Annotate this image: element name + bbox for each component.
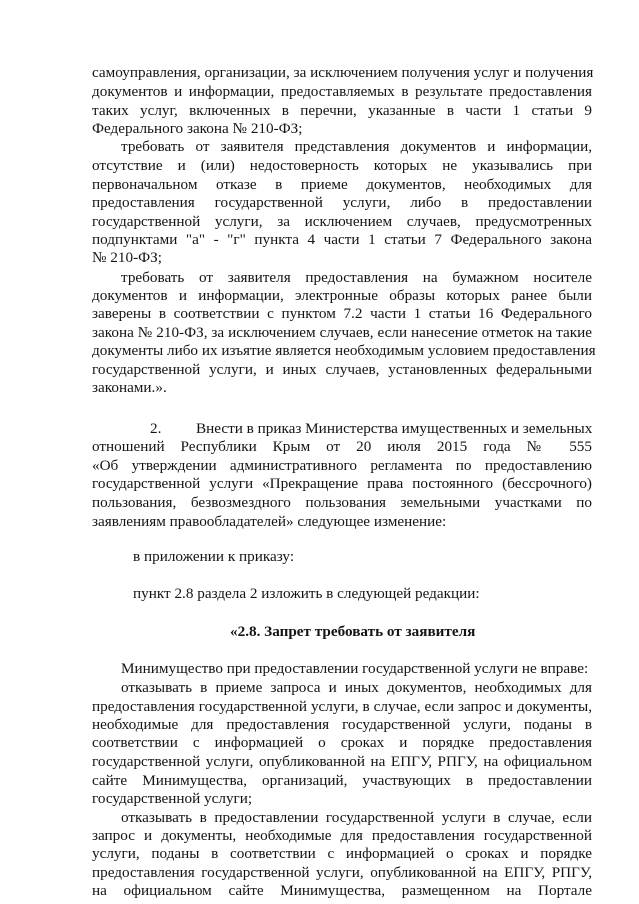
text-line: «Об утверждении административного регламента по предоставлению <box>92 456 592 474</box>
annex-line: в приложении к приказу: <box>133 548 295 566</box>
item-number: 2. <box>150 419 162 437</box>
text-line: государственной услуги, за исключением случаев, предусмотренных <box>92 212 592 230</box>
section-intro: Минимущество при предоставлении государственной услуги не вправе: <box>121 660 589 678</box>
text-line: требовать от заявителя предоставления на бумажном носителе <box>121 268 592 286</box>
text-line: таких услуг, включенных в перечни, указанные в части 1 статьи 9 <box>92 101 592 119</box>
text-line: Внести в приказ Министерства имущественных и земельных <box>196 419 593 437</box>
text-line: № 210-ФЗ; <box>92 249 162 267</box>
text-line: предоставления государственной услуги, либо в предоставлении <box>92 194 592 212</box>
text-line: закона № 210-ФЗ, за исключением случаев, если нанесение отметок на такие <box>92 323 592 341</box>
text-line: Федерального закона № 210-ФЗ; <box>92 119 303 137</box>
section-heading: «2.8. Запрет требовать от заявителя <box>230 622 476 640</box>
text-line: государственной услуги, и иных случаев, установленных федеральными <box>92 361 592 379</box>
text-line: услуги, поданы в соответствии с информацией о сроках и порядке <box>92 845 592 863</box>
text-line: заверены в соответствии с пунктом 7.2 части 1 статьи 16 Федерального <box>92 305 592 323</box>
text-line: заявлениям правообладателей» следующее изменение: <box>92 512 447 530</box>
text-line: первоначальном отказе в приеме документов, необходимых для <box>92 175 592 193</box>
text-line: запрос и документы, необходимые для предоставления государственной <box>92 827 592 844</box>
text-line: документов и информации, предоставляемых в результате предоставления <box>92 83 592 101</box>
text-line: законами.». <box>92 379 167 397</box>
text-line: предоставления государственной услуги, опубликованной на ЕПГУ, РПГУ, <box>92 863 592 881</box>
text-line: государственной услуги, опубликованной на ЕПГУ, РПГУ, на официальном <box>92 752 592 770</box>
text-line: соответствии с информацией о сроках и порядке предоставления <box>92 734 592 752</box>
text-line: отказывать в предоставлении государственной услуги в случае, если <box>121 808 592 826</box>
text-line: подпунктами "а" - "г" пункта 4 части 1 статьи 7 Федерального закона <box>92 230 592 248</box>
text-line: предоставления государственной услуги, в случае, если запрос и документы, <box>92 697 592 715</box>
text-line: государственной услуги «Прекращение права постоянного (бессрочного) <box>92 474 592 492</box>
text-line: требовать от заявителя представления документов и информации, <box>121 138 592 156</box>
text-line: отказывать в приеме запроса и иных документов, необходимых для <box>121 679 592 697</box>
text-line: на официальном сайте Минимущества, размещенном на Портале <box>92 882 592 899</box>
text-line: отсутствие и (или) недостоверность которых не указывались при <box>92 156 592 174</box>
text-line: документов и информации, электронные образы которых ранее были <box>92 286 592 304</box>
text-line: пользования, безвозмездного пользования земельными участками по <box>92 494 592 512</box>
text-line: сайте Минимущества, организаций, участвующих в предоставлении <box>92 772 592 789</box>
text-line: необходимые для предоставления государственной услуги, поданы в <box>92 716 592 734</box>
point-line: пункт 2.8 раздела 2 изложить в следующей редакции: <box>133 584 480 602</box>
text-line: государственной услуги; <box>92 790 253 808</box>
text-line: самоуправления, организации, за исключением получения услуг и получения <box>92 64 594 81</box>
text-line: отношений Республики Крым от 20 июля 2015 года № 555 <box>92 438 592 456</box>
text-line: документы либо их изъятие является необходимым условием предоставления <box>92 341 596 359</box>
